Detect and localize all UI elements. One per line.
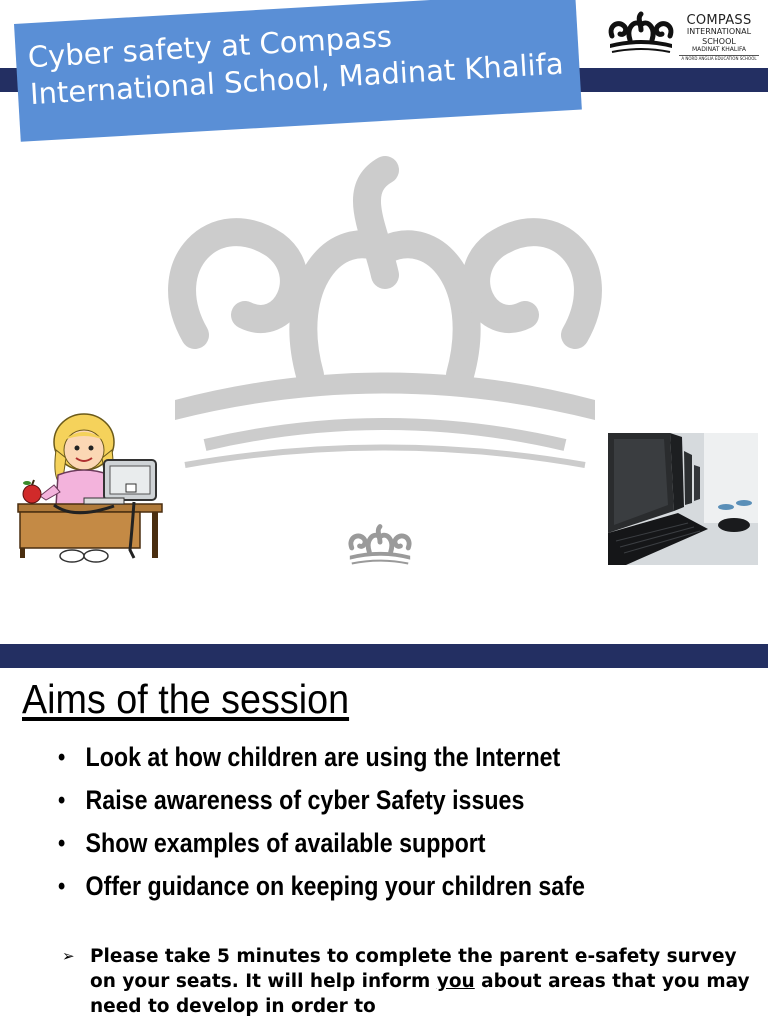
computer-lab-photo	[608, 433, 758, 565]
survey-note-text: Please take 5 minutes to complete the parent e-safety survey on your seats. It will help inform you about areas that you may need to develop in order to	[90, 946, 750, 1017]
list-item: • Show examples of available support	[58, 822, 585, 865]
school-logo	[604, 10, 764, 60]
survey-note	[62, 944, 752, 1019]
header-stripe	[0, 644, 768, 668]
list-item: • Raise awareness of cyber Safety issues	[58, 779, 585, 822]
crest-watermark	[135, 145, 635, 485]
aims-list	[58, 736, 671, 908]
emphasis-you: you	[436, 971, 475, 992]
child-computer-illustration	[14, 410, 166, 566]
title-banner	[14, 0, 582, 142]
slide-heading: Aims of the session	[22, 676, 350, 722]
arrow-bullet-icon: ➢	[62, 947, 75, 965]
small-crest-icon	[344, 518, 416, 574]
slide-title: Cyber safety at Compass International School, Madinat Khalifa	[26, 19, 565, 112]
logo-text: COMPASS INTERNATIONAL SCHOOL MADINAT KHALIFA A NORD ANGLIA EDUCATION SCHOOL	[679, 14, 759, 61]
list-item: • Offer guidance on keeping your children safe	[58, 865, 585, 908]
crest-icon	[604, 10, 678, 58]
list-item: • Look at how children are using the Internet	[58, 736, 585, 779]
aims-slide	[0, 644, 768, 1024]
